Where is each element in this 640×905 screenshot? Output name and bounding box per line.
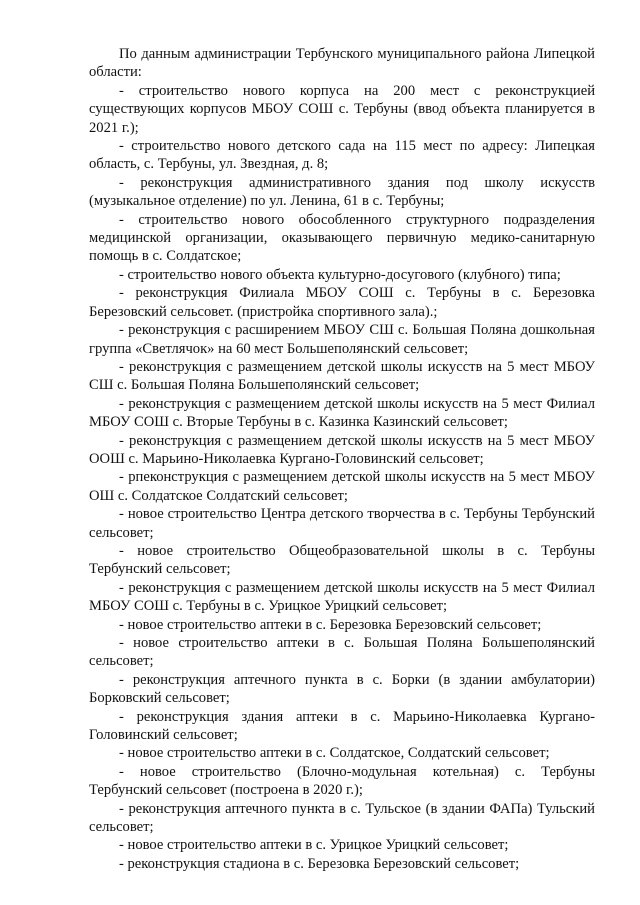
list-item: - рпеконструкция с размещением детской школы искусств на 5 мест МБОУ ОШ с. Солдатское Солдатский сельсовет; <box>89 469 595 504</box>
list-item: - новое строительство аптеки в с. Березовка Березовский сельсовет; <box>119 616 542 633</box>
list-item: - строительство нового объекта культурно-досугового (клубного) типа; <box>119 266 561 283</box>
list-item: - реконструкция аптечного пункта в с. Борки (в здании амбулатории) Борковский сельсовет; <box>89 671 595 707</box>
list-item: - реконструкция с размещением детской школы искусств на 5 мест Филиал МБОУ СОШ с. Тербуны в с. Урицкое Урицкий сельсовет; <box>89 579 595 615</box>
list-item: - новое строительство Общеобразовательной школы в с. Тербуны Тербунский сельсовет; <box>89 542 595 578</box>
list-item: - реконструкция с размещением детской школы искусств на 5 мест МБОУ ООШ с. Марьино-Николаевка Кургано-Головинский сельсовет; <box>89 432 595 467</box>
list-item: - реконструкция административного здания под школу искусств (музыкальное отделение) по ул. Ленина, 61 в с. Тербуны; <box>89 174 595 210</box>
list-item: - реконструкция здания аптеки в с. Марьино-Николаевка Кургано-Головинский сельсовет; <box>89 708 595 744</box>
document-page <box>89 45 595 873</box>
list-item: - строительство нового обособленного структурного подразделения медицинской организации, оказывающего первичную медико-санитарную помощь в с. Солдатское; <box>89 211 595 265</box>
list-item: - новое строительство (Блочно-модульная котельная) с. Тербуны Тербунский сельсовет (построена в 2020 г.); <box>89 763 595 799</box>
list-item: - новое строительство аптеки в с. Большая Поляна Большеполянский сельсовет; <box>89 635 595 670</box>
list-item: - строительство нового детского сада на 115 мест по адресу: Липецкая область, с. Тербуны, ул. Звездная, д. 8; <box>89 138 595 173</box>
list-item: - реконструкция с размещением детской школы искусств на 5 мест Филиал МБОУ СОШ с. Вторые Тербуны в с. Казинка Казинский сельсовет; <box>89 395 595 431</box>
intro-paragraph: По данным администрации Тербунского муниципального района Липецкой области: <box>89 46 595 81</box>
project-list <box>89 82 595 873</box>
list-item: - реконструкция стадиона в с. Березовка Березовский сельсовет; <box>119 855 520 872</box>
list-item: - реконструкция аптечного пункта в с. Тульское (в здании ФАПа) Тульский сельсовет; <box>89 800 595 836</box>
list-item: - строительство нового корпуса на 200 мест с реконструкцией существующих корпусов МБОУ СОШ с. Тербуны (ввод объекта планируется в 2021 г.); <box>89 82 595 136</box>
list-item: - реконструкция Филиала МБОУ СОШ с. Тербуны в с. Березовка Березовский сельсовет. (пристройка спортивного зала).; <box>89 285 595 320</box>
list-item: - реконструкция с расширением МБОУ СШ с. Большая Поляна дошкольная группа «Светлячок» на 60 мест Большеполянский сельсовет; <box>89 322 595 357</box>
list-item: - новое строительство аптеки в с. Солдатское, Солдатский сельсовет; <box>119 745 550 762</box>
list-item: - реконструкция с размещением детской школы искусств на 5 мест МБОУ СШ с. Большая Поляна Большеполянский сельсовет; <box>89 358 595 394</box>
list-item: - новое строительство аптеки в с. Урицкое Урицкий сельсовет; <box>119 837 509 854</box>
list-item: - новое строительство Центра детского творчества в с. Тербуны Тербунский сельсовет; <box>89 506 595 541</box>
